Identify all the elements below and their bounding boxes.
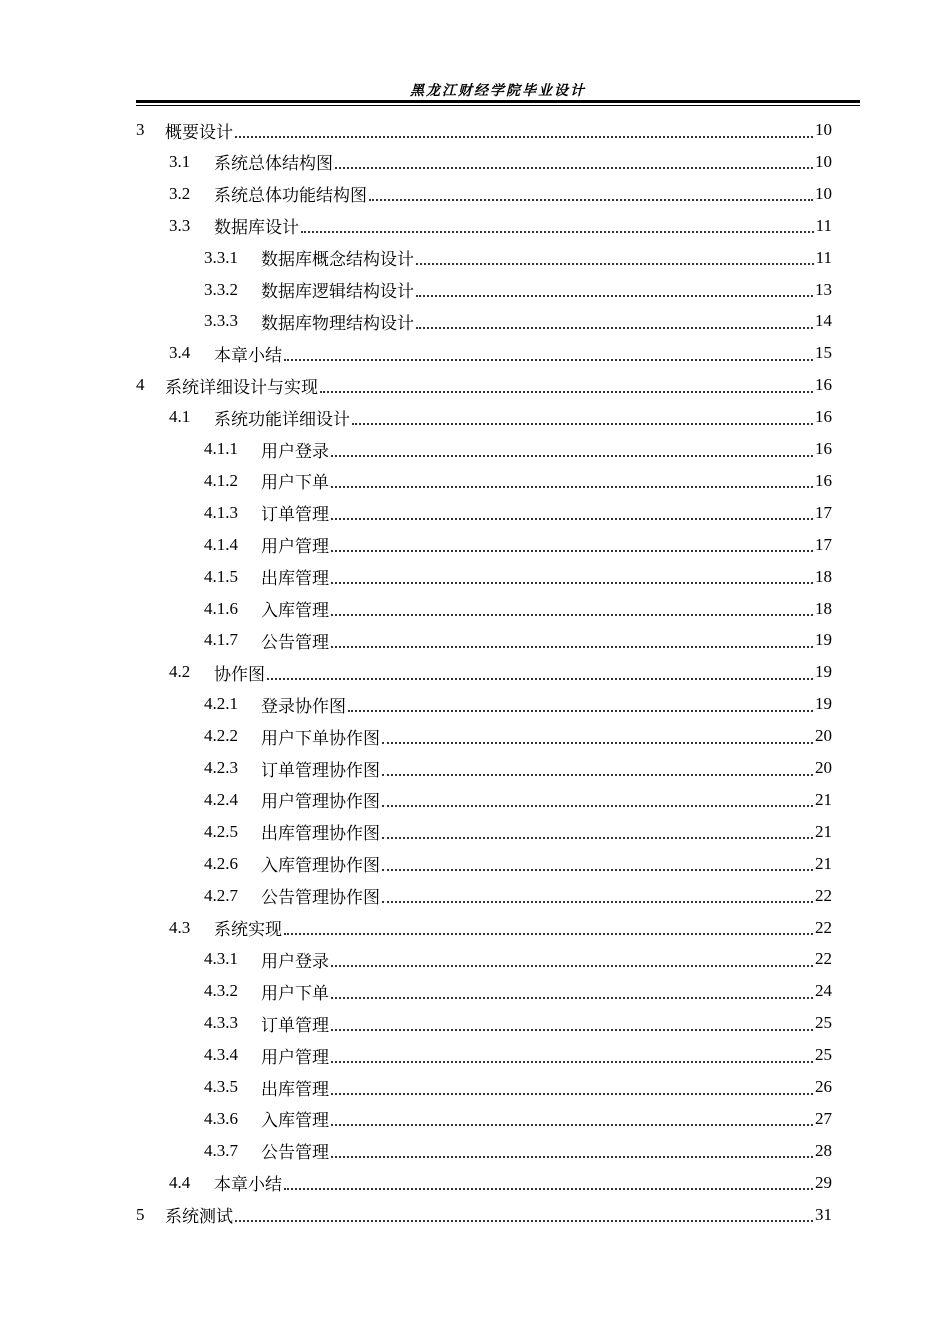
toc-dot-leader xyxy=(267,677,813,680)
toc-dot-leader xyxy=(331,996,813,999)
toc-entry-page-number: 16 xyxy=(815,470,832,490)
toc-entry-page-number: 13 xyxy=(815,279,832,299)
toc-entry-page-number: 20 xyxy=(815,726,832,746)
toc-entry[interactable] xyxy=(204,561,832,593)
toc-entry-title: 登录协作图 xyxy=(261,696,346,717)
toc-entry[interactable] xyxy=(136,369,832,401)
toc-entry-number: 4.3.3 xyxy=(204,1013,238,1033)
toc-dot-leader xyxy=(320,390,813,393)
toc-entry-page-number: 29 xyxy=(815,1172,832,1192)
toc-entry-page-number: 11 xyxy=(815,215,832,235)
toc-entry[interactable] xyxy=(204,242,832,274)
toc-entry-page-number: 28 xyxy=(815,1140,832,1160)
toc-entry-number: 4.1.5 xyxy=(204,566,238,586)
toc-entry-title: 用户下单 xyxy=(261,983,329,1004)
toc-entry-title: 入库管理协作图 xyxy=(261,856,380,877)
toc-entry-page-number: 22 xyxy=(815,949,832,969)
toc-entry-page-number: 25 xyxy=(815,1045,832,1065)
toc-entry[interactable] xyxy=(204,624,832,656)
toc-entry[interactable] xyxy=(204,1135,832,1167)
toc-entry-title: 入库管理 xyxy=(261,1111,329,1132)
toc-dot-leader xyxy=(331,1060,813,1063)
toc-entry[interactable] xyxy=(204,688,832,720)
toc-dot-leader xyxy=(369,198,813,201)
toc-entry[interactable] xyxy=(136,114,832,146)
toc-entry-number: 3.2 xyxy=(169,183,191,203)
toc-entry-title: 系统总体功能结构图 xyxy=(214,186,367,207)
toc-entry[interactable] xyxy=(204,1007,832,1039)
toc-entry-title: 出库管理 xyxy=(261,1079,329,1100)
toc-dot-leader xyxy=(331,517,813,520)
toc-entry-title: 用户管理 xyxy=(261,537,329,558)
toc-entry-number: 4.3 xyxy=(169,917,191,937)
toc-entry-number: 4.1.2 xyxy=(204,470,238,490)
toc-entry-page-number: 14 xyxy=(815,311,832,331)
toc-entry-number: 4.3.6 xyxy=(204,1108,238,1128)
toc-dot-leader xyxy=(284,932,813,935)
toc-dot-leader xyxy=(331,1028,813,1031)
toc-dot-leader xyxy=(235,1219,813,1222)
toc-dot-leader xyxy=(331,964,813,967)
toc-entry-page-number: 21 xyxy=(815,789,832,809)
toc-entry-number: 3.3.3 xyxy=(204,311,238,331)
toc-dot-leader xyxy=(284,1187,813,1190)
toc-dot-leader xyxy=(331,1155,813,1158)
toc-dot-leader xyxy=(382,741,813,744)
toc-entry-number: 3.4 xyxy=(169,343,191,363)
toc-entry-page-number: 20 xyxy=(815,758,832,777)
toc-entry-page-number: 21 xyxy=(815,821,832,841)
toc-entry-title: 用户下单 xyxy=(261,473,329,494)
toc-dot-leader xyxy=(348,709,813,712)
toc-entry-page-number: 18 xyxy=(815,598,832,618)
toc-entry-title: 公告管理协作图 xyxy=(261,888,380,909)
toc-dot-leader xyxy=(382,900,813,903)
toc-entry-number: 4.1.4 xyxy=(204,534,238,554)
toc-dot-leader xyxy=(416,326,813,329)
toc-entry-number: 3.1 xyxy=(169,151,191,171)
toc-entry-number: 4.2.4 xyxy=(204,789,238,809)
toc-entry-number: 4.2.6 xyxy=(204,853,238,873)
toc-entry-number: 4.3.7 xyxy=(204,1140,238,1160)
toc-entry[interactable] xyxy=(204,465,832,497)
toc-entry-title: 订单管理 xyxy=(261,1015,329,1036)
toc-entry[interactable] xyxy=(204,1103,832,1135)
toc-entry-title: 出库管理协作图 xyxy=(261,824,380,845)
toc-dot-leader xyxy=(331,1123,813,1126)
toc-entry-page-number: 19 xyxy=(815,630,832,650)
toc-entry[interactable] xyxy=(204,880,832,912)
toc-entry-title: 本章小结 xyxy=(214,345,282,366)
toc-entry[interactable] xyxy=(204,305,832,337)
toc-entry[interactable] xyxy=(169,146,832,178)
toc-entry[interactable] xyxy=(204,593,832,625)
header-rule-thick xyxy=(136,100,860,103)
toc-entry-page-number: 17 xyxy=(815,502,832,522)
toc-entry-number: 5 xyxy=(136,1204,145,1224)
toc-entry-page-number: 10 xyxy=(815,151,832,171)
toc-entry-number: 3.3.1 xyxy=(204,247,238,267)
toc-entry-title: 用户登录 xyxy=(261,441,329,462)
toc-entry-page-number: 11 xyxy=(815,247,832,267)
toc-entry[interactable] xyxy=(169,401,832,433)
toc-entry-title: 概要设计 xyxy=(165,122,233,143)
toc-entry-page-number: 21 xyxy=(815,853,832,873)
toc-entry-page-number: 22 xyxy=(815,885,832,905)
toc-entry[interactable] xyxy=(169,912,832,944)
toc-entry-number: 4.1 xyxy=(169,407,191,427)
toc-entry[interactable] xyxy=(204,1039,832,1071)
toc-entry-title: 协作图 xyxy=(214,664,265,685)
toc-entry-title: 数据库物理结构设计 xyxy=(261,313,414,334)
toc-entry-page-number: 16 xyxy=(815,407,832,427)
toc-dot-leader xyxy=(382,836,813,839)
toc-entry-page-number: 10 xyxy=(815,183,832,203)
toc-dot-leader xyxy=(352,422,813,425)
toc-entry-page-number: 10 xyxy=(815,120,832,139)
toc-entry-page-number: 31 xyxy=(815,1204,832,1224)
toc-entry-number: 4.3.4 xyxy=(204,1045,238,1065)
toc-dot-leader xyxy=(331,613,813,616)
toc-entry[interactable] xyxy=(204,848,832,880)
toc-entry-title: 系统测试 xyxy=(165,1207,233,1228)
toc-entry-page-number: 27 xyxy=(815,1108,832,1128)
toc-entry-page-number: 26 xyxy=(815,1077,832,1096)
toc-entry-number: 4 xyxy=(136,375,145,395)
toc-entry-number: 4.1.3 xyxy=(204,502,238,522)
toc-entry-title: 用户下单协作图 xyxy=(261,728,380,749)
toc-dot-leader xyxy=(331,645,813,648)
toc-entry-title: 出库管理 xyxy=(261,569,329,590)
toc-entry[interactable] xyxy=(169,656,832,688)
toc-entry-page-number: 16 xyxy=(815,375,832,395)
toc-entry-title: 公告管理 xyxy=(261,632,329,653)
toc-entry[interactable] xyxy=(204,274,832,306)
toc-dot-leader xyxy=(335,166,813,169)
toc-dot-leader xyxy=(301,230,814,233)
toc-entry-title: 订单管理协作图 xyxy=(261,760,380,781)
toc-entry-number: 4.3.5 xyxy=(204,1077,238,1096)
toc-entry-page-number: 19 xyxy=(815,694,832,714)
toc-entry-number: 4.1.7 xyxy=(204,630,238,650)
toc-dot-leader xyxy=(331,454,813,457)
toc-entry-title: 系统功能详细设计 xyxy=(214,409,350,430)
toc-entry-number: 3.3 xyxy=(169,215,191,235)
header-rule-thin xyxy=(136,105,860,106)
toc-entry-page-number: 16 xyxy=(815,439,832,458)
toc-entry[interactable] xyxy=(204,433,832,465)
toc-dot-leader xyxy=(235,135,813,138)
toc-entry-page-number: 25 xyxy=(815,1013,832,1033)
toc-entry-number: 3 xyxy=(136,120,145,139)
toc-entry[interactable] xyxy=(136,1199,832,1231)
toc-entry-page-number: 18 xyxy=(815,566,832,586)
toc-entry[interactable] xyxy=(204,943,832,975)
toc-entry-title: 系统实现 xyxy=(214,920,282,940)
toc-entry-title: 数据库逻辑结构设计 xyxy=(261,282,414,302)
toc-dot-leader xyxy=(382,804,813,807)
toc-entry[interactable] xyxy=(169,337,832,369)
toc-entry-title: 本章小结 xyxy=(214,1175,282,1196)
toc-entry[interactable] xyxy=(204,816,832,848)
toc-entry-page-number: 22 xyxy=(815,917,832,937)
toc-entry-number: 4.2.3 xyxy=(204,758,238,777)
toc-entry[interactable] xyxy=(204,529,832,561)
toc-dot-leader xyxy=(382,773,813,776)
toc-entry-title: 入库管理 xyxy=(261,601,329,621)
toc-entry[interactable] xyxy=(169,210,832,242)
toc-entry-title: 系统总体结构图 xyxy=(214,154,333,175)
toc-entry-number: 3.3.2 xyxy=(204,279,238,299)
toc-dot-leader xyxy=(331,549,813,552)
toc-entry-page-number: 24 xyxy=(815,981,832,1001)
toc-dot-leader xyxy=(331,1092,813,1095)
toc-entry-number: 4.2.7 xyxy=(204,885,238,905)
toc-entry-number: 4.2.1 xyxy=(204,694,238,714)
toc-entry-title: 订单管理 xyxy=(261,505,329,526)
toc-entry-title: 系统详细设计与实现 xyxy=(165,377,318,398)
toc-entry-title: 数据库设计 xyxy=(214,218,299,239)
toc-dot-leader xyxy=(416,294,813,297)
toc-dot-leader xyxy=(382,868,813,871)
toc-entry[interactable] xyxy=(204,497,832,529)
toc-dot-leader xyxy=(416,262,814,265)
toc-entry[interactable] xyxy=(204,975,832,1007)
toc-dot-leader xyxy=(331,581,813,584)
toc-entry[interactable] xyxy=(204,1071,832,1103)
toc-entry[interactable] xyxy=(204,720,832,752)
toc-entry-page-number: 17 xyxy=(815,534,832,554)
toc-entry[interactable] xyxy=(204,752,832,784)
toc-entry-number: 4.3.1 xyxy=(204,949,238,969)
toc-entry[interactable] xyxy=(169,1167,832,1199)
toc-entry-title: 用户登录 xyxy=(261,951,329,972)
toc-entry-number: 4.2.5 xyxy=(204,821,238,841)
toc-entry-number: 4.2 xyxy=(169,662,191,682)
toc-entry-number: 4.1.1 xyxy=(204,439,238,458)
toc-entry-number: 4.4 xyxy=(169,1172,191,1192)
toc-entry-number: 4.3.2 xyxy=(204,981,238,1001)
toc-entry-title: 数据库概念结构设计 xyxy=(261,250,414,271)
toc-dot-leader xyxy=(331,485,813,488)
toc-entry[interactable] xyxy=(169,178,832,210)
toc-dot-leader xyxy=(284,358,813,361)
toc-entry-number: 4.2.2 xyxy=(204,726,238,746)
toc-entry-title: 用户管理 xyxy=(261,1047,329,1068)
toc-entry[interactable] xyxy=(204,784,832,816)
toc-entry-title: 公告管理 xyxy=(261,1143,329,1164)
toc-entry-title: 用户管理协作图 xyxy=(261,792,380,813)
toc-entry-page-number: 19 xyxy=(815,662,832,682)
page-header-title: 黑龙江财经学院毕业设计 xyxy=(410,83,586,99)
toc-entry-number: 4.1.6 xyxy=(204,598,238,618)
toc-entry-page-number: 15 xyxy=(815,343,832,363)
